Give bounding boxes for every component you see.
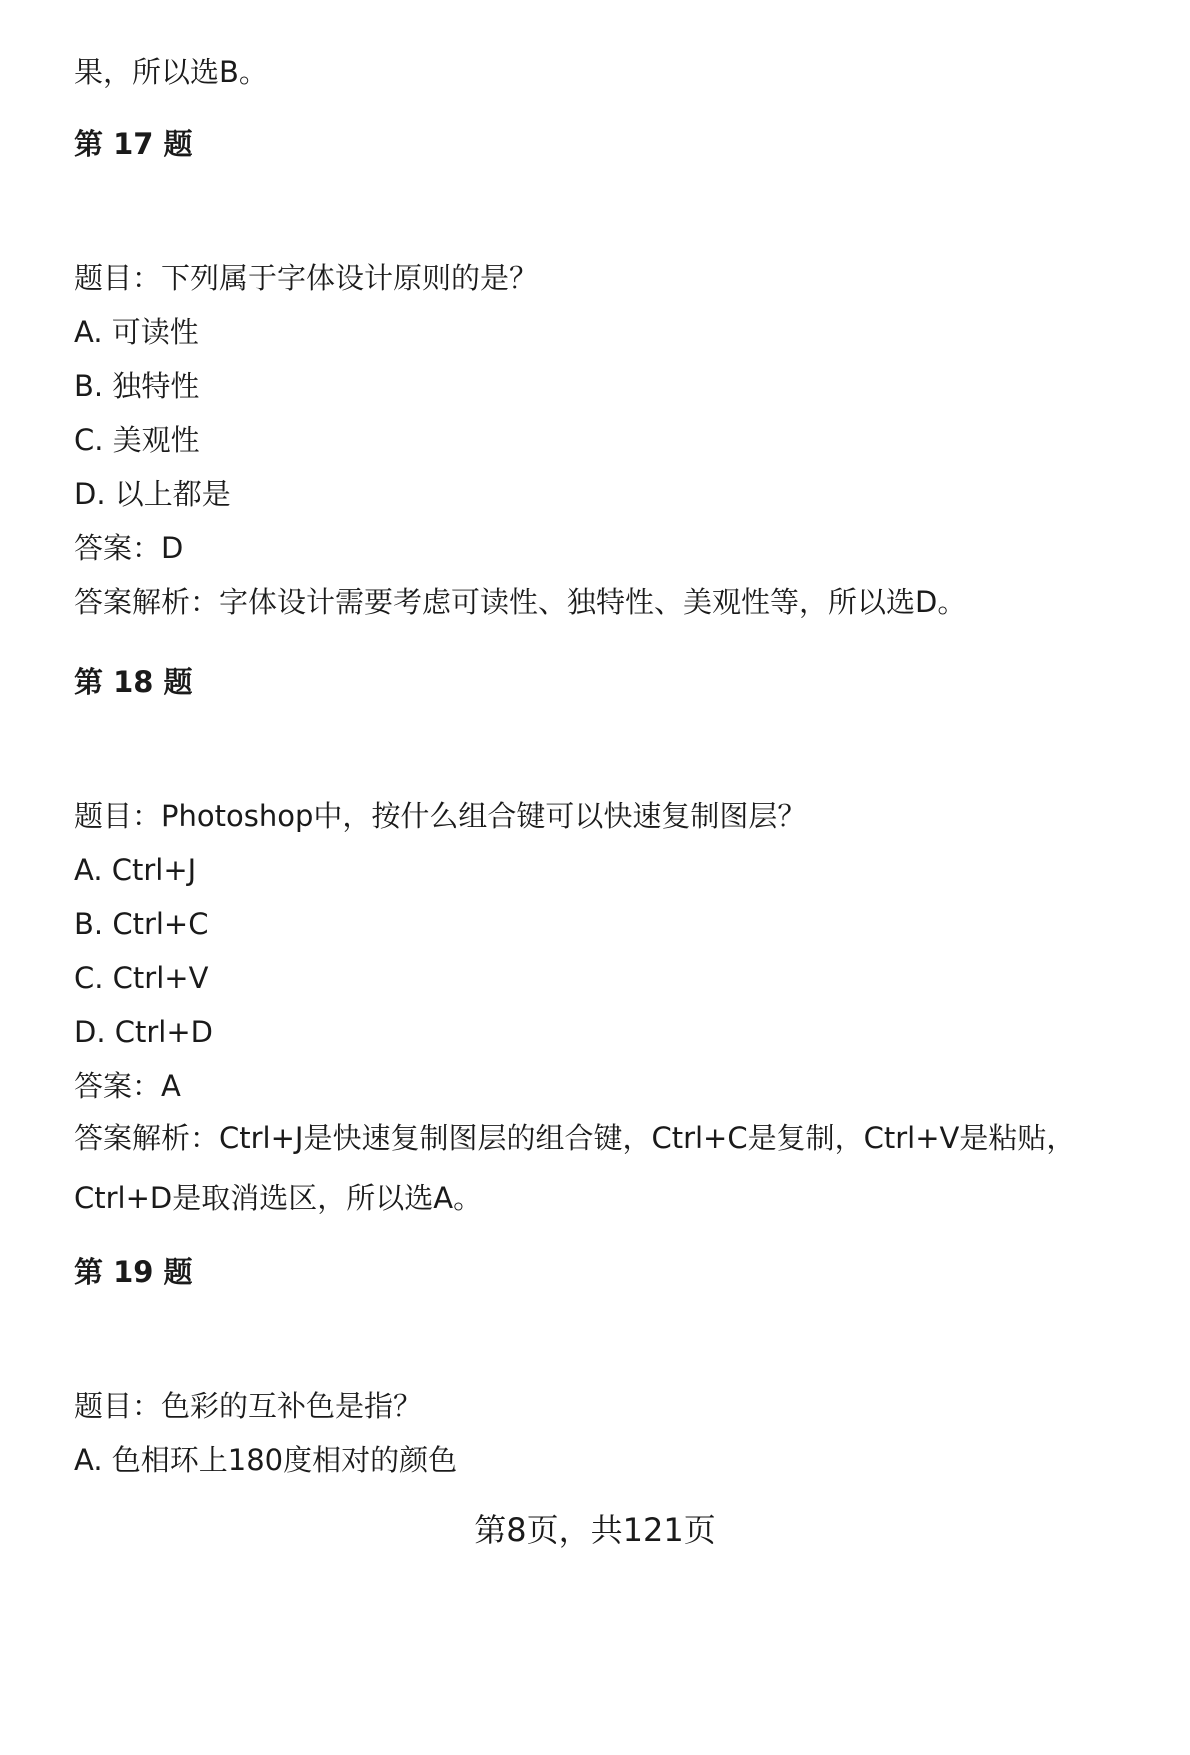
question-18-option-b: B. Ctrl+C bbox=[74, 907, 209, 941]
question-17-option-d: D. 以上都是 bbox=[74, 477, 231, 511]
question-19-heading: 第 19 题 bbox=[74, 1255, 193, 1289]
question-18-analysis: 答案解析：Ctrl+J是快速复制图层的组合键，Ctrl+C是复制，Ctrl+V是粘贴，Ctrl+D是取消选区，所以选A。 bbox=[74, 1121, 1076, 1215]
question-17-option-c: C. 美观性 bbox=[74, 423, 200, 457]
question-18-answer: 答案：A bbox=[74, 1069, 181, 1103]
question-17-option-a: A. 可读性 bbox=[74, 315, 199, 349]
question-17-option-b: B. 独特性 bbox=[74, 369, 200, 403]
question-18-option-a: A. Ctrl+J bbox=[74, 853, 197, 887]
question-18-option-c: C. Ctrl+V bbox=[74, 961, 209, 995]
question-17-text: 题目：下列属于字体设计原则的是？ bbox=[74, 261, 539, 295]
previous-analysis-tail: 果，所以选B。 bbox=[74, 55, 268, 89]
question-18-option-d: D. Ctrl+D bbox=[74, 1015, 213, 1049]
question-19-option-a: A. 色相环上180度相对的颜色 bbox=[74, 1443, 458, 1477]
page-number-footer: 第8页，共121页 bbox=[474, 1511, 716, 1549]
question-18-heading: 第 18 题 bbox=[74, 665, 193, 699]
question-17-analysis: 答案解析：字体设计需要考虑可读性、独特性、美观性等，所以选D。 bbox=[74, 585, 967, 619]
question-17-heading: 第 17 题 bbox=[74, 127, 193, 161]
question-17-answer: 答案：D bbox=[74, 531, 184, 565]
question-18-text: 题目：Photoshop中，按什么组合键可以快速复制图层？ bbox=[74, 799, 807, 833]
question-19-text: 题目：色彩的互补色是指？ bbox=[74, 1389, 423, 1423]
